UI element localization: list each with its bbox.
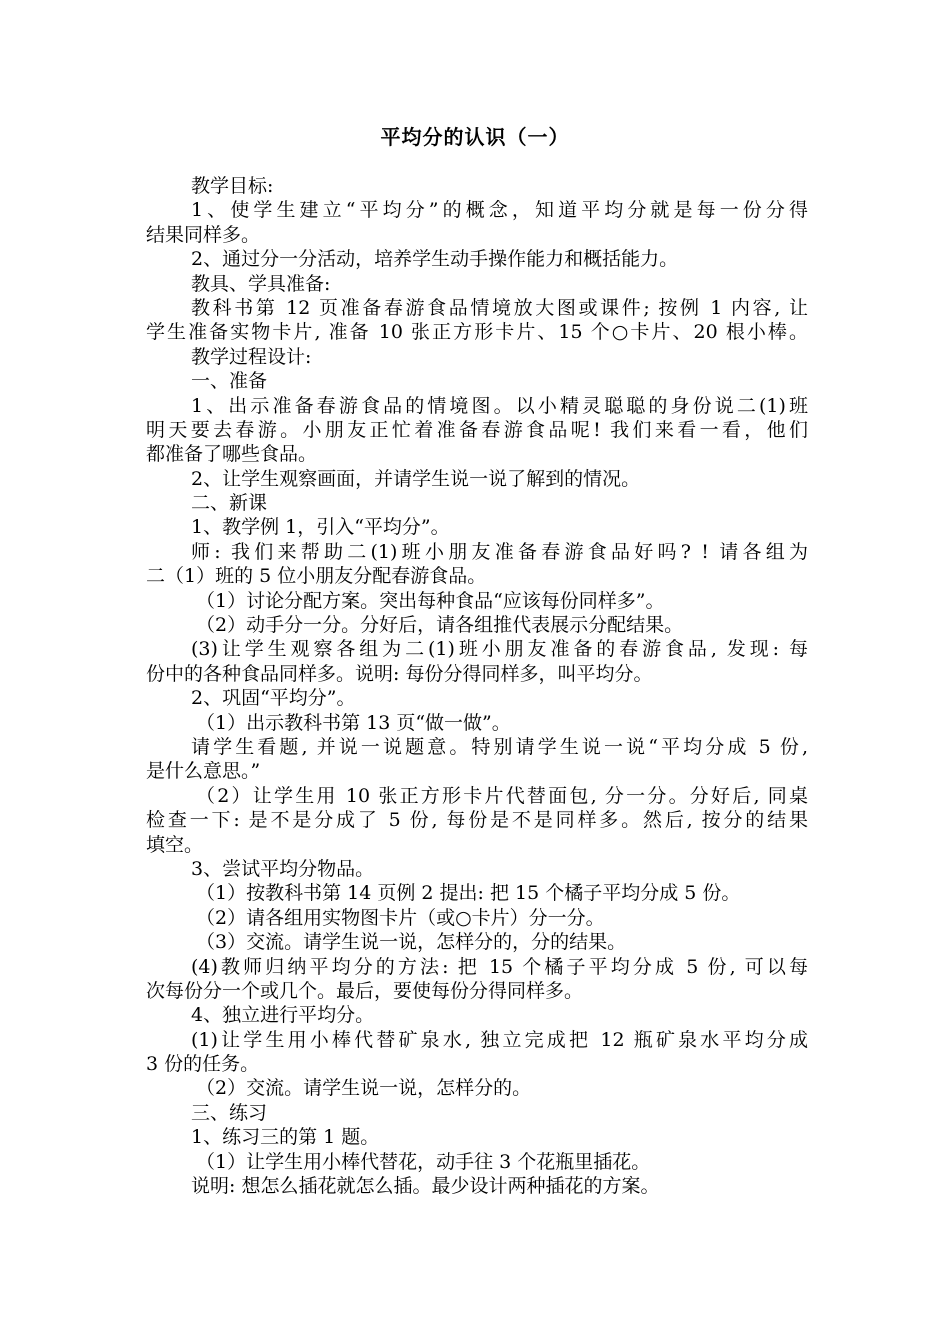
text-line: （2）请各组用实物图卡片（或○卡片）分一分。 bbox=[196, 906, 605, 929]
text-line: 教学过程设计: bbox=[191, 345, 312, 368]
text-line: 二、新课 bbox=[191, 492, 268, 515]
text-line: 明天要去春游。小朋友正忙着准备春游食品呢! 我们来看一看，他们 bbox=[146, 418, 808, 441]
text-line: 是什么意思。” bbox=[146, 760, 261, 783]
text-line: 份中的各种食品同样多。说明: 每份分得同样多，叫平均分。 bbox=[146, 662, 653, 685]
text-line: 检查一下: 是不是分成了 5 份, 每份是不是同样多。然后, 按分的结果 bbox=[146, 809, 808, 832]
text-line: 2、巩固“平均分”。 bbox=[191, 687, 356, 710]
text-line: 1、练习三的第 1 题。 bbox=[191, 1126, 380, 1149]
text-line: （2）让学生用 10 张正方形卡片代替面包, 分一分。分好后, 同桌 bbox=[196, 784, 808, 807]
text-line: （3）交流。请学生说一说，怎样分的，分的结果。 bbox=[196, 931, 627, 954]
text-line: 请学生看题, 并说一说题意。特别请学生说一说“平均分成 5 份, bbox=[191, 735, 808, 758]
text-line: （1）按教科书第 14 页例 2 提出: 把 15 个橘子平均分成 5 份。 bbox=[196, 882, 741, 905]
text-line: 教科书第 12 页准备春游食品情境放大图或课件; 按例 1 内容, 让 bbox=[191, 296, 808, 319]
text-line: 结果同样多。 bbox=[146, 223, 261, 246]
text-line: 2、通过分一分活动，培养学生动手操作能力和概括能力。 bbox=[191, 248, 679, 271]
document-body bbox=[146, 174, 808, 1198]
text-line: 师: 我们来帮助二(1)班小朋友准备春游食品好吗? ! 请各组为 bbox=[191, 540, 808, 563]
text-line: 3、尝试平均分物品。 bbox=[191, 857, 375, 880]
text-line: (4)教师归纳平均分的方法: 把 15 个橘子平均分成 5 份, 可以每 bbox=[191, 955, 808, 978]
text-line: 说明: 想怎么插花就怎么插。最少设计两种插花的方案。 bbox=[191, 1175, 660, 1198]
text-line: 三、练习 bbox=[191, 1101, 268, 1124]
text-line: （1）出示教科书第 13 页“做一做”。 bbox=[196, 711, 511, 734]
text-line: 2、让学生观察画面，并请学生说一说了解到的情况。 bbox=[191, 467, 641, 490]
text-line: （1）让学生用小棒代替花，动手往 3 个花瓶里插花。 bbox=[196, 1150, 651, 1173]
text-line: （2）交流。请学生说一说，怎样分的。 bbox=[196, 1077, 532, 1100]
text-line: 一、准备 bbox=[191, 370, 268, 393]
text-line: 4、独立进行平均分。 bbox=[191, 1004, 375, 1027]
text-line: 次每份分一个或几个。最后，要使每份分得同样多。 bbox=[146, 979, 584, 1002]
text-line: 1、出示准备春游食品的情境图。以小精灵聪聪的身份说二(1)班 bbox=[191, 394, 808, 417]
text-line: 1、教学例 1，引入“平均分”。 bbox=[191, 516, 450, 539]
text-line: 1、使学生建立“平均分”的概念，知道平均分就是每一份分得 bbox=[191, 199, 808, 222]
text-line: （2）动手分一分。分好后，请各组推代表展示分配结果。 bbox=[196, 614, 684, 637]
text-line: （1）讨论分配方案。突出每种食品“应该每份同样多”。 bbox=[196, 589, 665, 612]
text-line: 都准备了哪些食品。 bbox=[146, 443, 318, 466]
text-line: (1)让学生用小棒代替矿泉水, 独立完成把 12 瓶矿泉水平均分成 bbox=[191, 1028, 808, 1051]
text-line: (3)让学生观察各组为二(1)班小朋友准备的春游食品, 发现: 每 bbox=[191, 638, 808, 661]
text-line: 二（1）班的 5 位小朋友分配春游食品。 bbox=[146, 565, 487, 588]
text-line: 填空。 bbox=[146, 833, 204, 856]
text-line: 学生准备实物卡片, 准备 10 张正方形卡片、15 个○卡片、20 根小棒。 bbox=[146, 321, 808, 344]
text-line: 教学目标: bbox=[191, 175, 274, 197]
text-line: 教具、学具准备: bbox=[191, 272, 331, 295]
text-line: 3 份的任务。 bbox=[146, 1053, 260, 1076]
document-title: 平均分的认识（一） bbox=[380, 125, 570, 149]
